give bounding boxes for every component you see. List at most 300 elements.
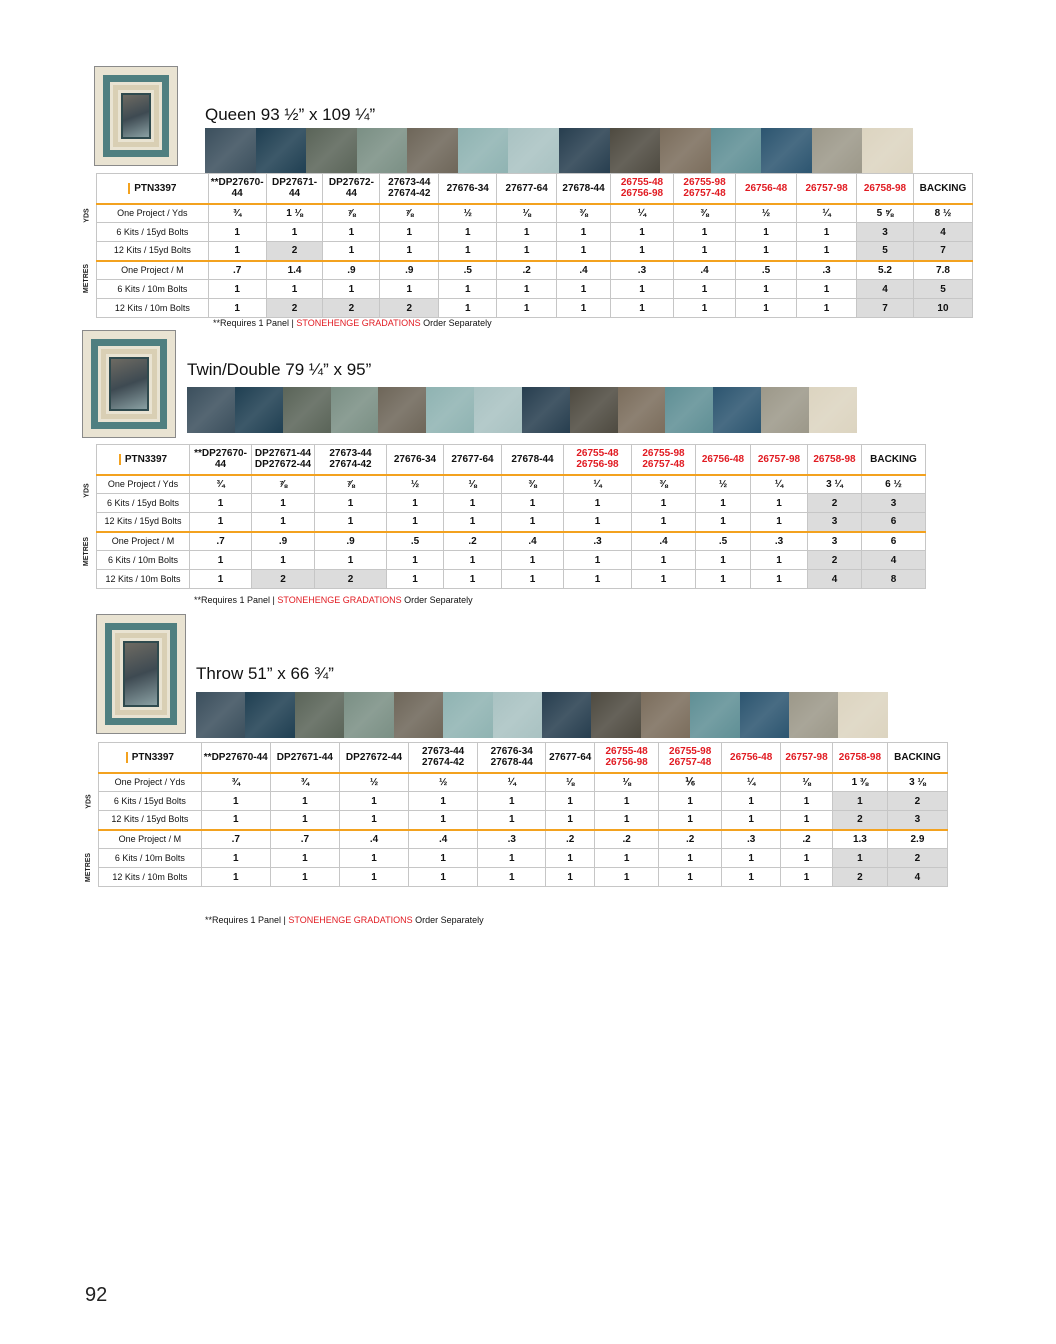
fabric-swatch <box>618 387 666 433</box>
table-cell: 1 <box>832 792 887 811</box>
fabric-swatch <box>443 692 492 738</box>
table-cell: 1 <box>339 792 408 811</box>
table-cell: 1 <box>659 811 722 830</box>
table-cell: 1 <box>546 811 595 830</box>
table-cell: .9 <box>252 532 315 551</box>
pattern-code-cell <box>99 743 202 773</box>
table-row <box>97 204 973 223</box>
table-cell: 1 <box>409 868 478 887</box>
table-cell: 1 <box>557 223 611 242</box>
table-cell: 2 <box>808 551 862 570</box>
table-cell: 1 <box>478 811 546 830</box>
table-cell: 3 <box>808 513 862 532</box>
table-row <box>99 849 948 868</box>
fabric-header: 27673-44 27674-42 <box>409 743 478 773</box>
table-row <box>99 868 948 887</box>
table-cell: 1 <box>190 513 252 532</box>
table-cell: 1 <box>502 494 564 513</box>
fabric-header: **DP27670-44 <box>208 174 266 204</box>
table-row <box>97 570 926 589</box>
table-cell: 1 <box>497 299 557 318</box>
fabric-header: 26756-48 <box>736 174 797 204</box>
table-cell: 1 <box>252 551 315 570</box>
table-cell: 1 <box>266 223 323 242</box>
table-cell: 1 <box>323 242 380 261</box>
fabric-header: 27677-64 <box>546 743 595 773</box>
table-cell: 1 <box>546 849 595 868</box>
fabric-swatches-queen <box>205 128 913 174</box>
fabric-swatch <box>187 387 235 433</box>
table-cell: 1 <box>502 551 564 570</box>
table-cell: 1 <box>315 513 387 532</box>
fabric-swatch <box>196 692 245 738</box>
table-cell: ⅞ <box>315 475 387 494</box>
table-cell: ⅞ <box>323 204 380 223</box>
table-cell: 1 <box>736 223 797 242</box>
table-cell: ¼ <box>751 475 808 494</box>
side-label-metres-throw: METRES <box>85 852 93 883</box>
table-cell: 1 <box>478 792 546 811</box>
table-row <box>97 261 973 280</box>
table-cell: .4 <box>339 830 408 849</box>
table-cell: .7 <box>208 261 266 280</box>
table-cell: 1 <box>380 242 439 261</box>
row-label: One Project / M <box>97 532 190 551</box>
table-cell: 1 <box>564 494 632 513</box>
fabric-header: 27678-44 <box>502 445 564 475</box>
table-cell: .3 <box>797 261 857 280</box>
table-cell: 1 <box>387 494 444 513</box>
fabric-header: 27677-64 <box>444 445 502 475</box>
table-row <box>97 513 926 532</box>
fabric-swatch <box>426 387 474 433</box>
table-row <box>97 299 973 318</box>
table-cell: 1 <box>832 849 887 868</box>
table-cell: 1 <box>564 551 632 570</box>
fabric-header: BACKING <box>913 174 972 204</box>
table-cell: 1 <box>380 280 439 299</box>
table-cell: ⅜ <box>502 475 564 494</box>
fabric-swatch <box>474 387 522 433</box>
table-cell: ¼ <box>797 204 857 223</box>
panel-note-throw: **Requires 1 Panel | STONEHENGE GRADATIONS Order Separately <box>205 915 484 925</box>
fabric-swatch <box>591 692 640 738</box>
side-label-yds-queen: YDS <box>83 208 91 223</box>
table-cell: 1 <box>201 849 270 868</box>
table-cell: .5 <box>696 532 751 551</box>
table-cell: 1 <box>595 868 659 887</box>
table-cell: 3 <box>862 494 926 513</box>
table-cell: 6 ½ <box>862 475 926 494</box>
table-cell: 1 <box>190 494 252 513</box>
fabric-header: 27673-44 27674-42 <box>380 174 439 204</box>
table-cell: 1 <box>696 494 751 513</box>
table-cell: 2 <box>266 242 323 261</box>
fabric-header: 27673-44 27674-42 <box>315 445 387 475</box>
table-cell: .5 <box>736 261 797 280</box>
table-cell: 1 <box>546 868 595 887</box>
table-cell: .3 <box>610 261 673 280</box>
fabric-header: 26755-98 26757-48 <box>632 445 696 475</box>
fabric-header: 26757-98 <box>751 445 808 475</box>
table-cell: 1 <box>478 868 546 887</box>
table-cell: 1 <box>659 792 722 811</box>
table-cell: 3 <box>887 811 947 830</box>
table-cell: 1 <box>439 223 497 242</box>
table-cell: ⅛ <box>497 204 557 223</box>
table-cell: .3 <box>478 830 546 849</box>
table-cell: ⅜ <box>557 204 611 223</box>
table-cell: ¼ <box>610 204 673 223</box>
table-cell: 1 <box>632 570 696 589</box>
fabric-swatch <box>641 692 690 738</box>
table-cell: 1 <box>208 242 266 261</box>
table-row <box>99 792 948 811</box>
table-cell: 1 <box>387 570 444 589</box>
table-cell: 1 <box>252 513 315 532</box>
table-cell: 1 <box>797 280 857 299</box>
table-cell: 1 ⅜ <box>832 773 887 792</box>
table-cell: 1 <box>610 299 673 318</box>
fabric-swatch <box>256 128 307 174</box>
row-label: One Project / M <box>99 830 202 849</box>
row-label: 6 Kits / 10m Bolts <box>97 551 190 570</box>
row-label: 12 Kits / 15yd Bolts <box>97 513 190 532</box>
table-cell: .5 <box>439 261 497 280</box>
table-cell: 1 <box>557 242 611 261</box>
fabric-swatch <box>458 128 509 174</box>
pattern-code-cell <box>97 445 190 475</box>
table-cell: 1 <box>781 849 833 868</box>
table-cell: 1 <box>190 570 252 589</box>
table-cell: 1 <box>201 868 270 887</box>
row-label: 12 Kits / 15yd Bolts <box>97 242 209 261</box>
fabric-header: 27676-34 <box>387 445 444 475</box>
table-cell: 1 <box>797 223 857 242</box>
table-row <box>97 223 973 242</box>
table-cell: .7 <box>201 830 270 849</box>
table-cell: 1 <box>722 792 781 811</box>
table-cell: ¾ <box>190 475 252 494</box>
table-cell: 1 <box>595 811 659 830</box>
table-cell: 2 <box>266 299 323 318</box>
table-row <box>97 242 973 261</box>
table-cell: 1 <box>387 513 444 532</box>
row-label: One Project / M <box>97 261 209 280</box>
table-cell: .4 <box>502 532 564 551</box>
table-cell: 1 <box>444 494 502 513</box>
row-label: One Project / Yds <box>97 475 190 494</box>
row-label: One Project / Yds <box>99 773 202 792</box>
table-cell: ½ <box>339 773 408 792</box>
fabric-header: 26755-48 26756-98 <box>610 174 673 204</box>
table-cell: 2 <box>887 849 947 868</box>
table-cell: 7 <box>913 242 972 261</box>
table-cell: 1 <box>674 242 736 261</box>
side-label-yds-throw: YDS <box>85 794 93 809</box>
table-cell: 1 <box>736 299 797 318</box>
table-cell: 1 <box>722 868 781 887</box>
fabric-swatch <box>559 128 610 174</box>
table-row <box>97 280 973 299</box>
fabric-header: DP27672-44 <box>323 174 380 204</box>
table-cell: 1 <box>632 513 696 532</box>
fabric-header: 26758-98 <box>808 445 862 475</box>
table-cell: .7 <box>270 830 339 849</box>
table-cell: .4 <box>632 532 696 551</box>
row-label: 6 Kits / 15yd Bolts <box>97 494 190 513</box>
table-cell: 1 <box>409 849 478 868</box>
table-cell: .2 <box>546 830 595 849</box>
section-title-queen: Queen 93 ½” x 109 ¼” <box>205 105 376 124</box>
table-cell: 2 <box>323 299 380 318</box>
table-cell: ⅛ <box>546 773 595 792</box>
table-cell: 1 <box>674 223 736 242</box>
fabric-swatch <box>522 387 570 433</box>
fabric-header: 27676-34 <box>439 174 497 204</box>
fabric-header: 27676-34 27678-44 <box>478 743 546 773</box>
table-cell: .5 <box>387 532 444 551</box>
table-cell: 1 <box>502 513 564 532</box>
table-cell: .3 <box>722 830 781 849</box>
table-cell: 10 <box>913 299 972 318</box>
table-cell: .2 <box>595 830 659 849</box>
fabric-swatch <box>711 128 762 174</box>
table-cell: 1 <box>781 868 833 887</box>
fabric-swatch <box>761 128 812 174</box>
table-cell: 8 <box>862 570 926 589</box>
table-cell: 1 <box>696 570 751 589</box>
table-cell: 1 <box>387 551 444 570</box>
fabric-header: 26755-48 26756-98 <box>564 445 632 475</box>
fabric-swatch <box>812 128 863 174</box>
table-row <box>99 830 948 849</box>
table-cell: 7.8 <box>913 261 972 280</box>
table-cell: ⅞ <box>252 475 315 494</box>
table-cell: 1 <box>270 792 339 811</box>
table-cell: 2 <box>315 570 387 589</box>
table-cell: 1 <box>497 280 557 299</box>
quilt-thumbnail-throw <box>96 614 186 734</box>
table-row <box>97 475 926 494</box>
row-label: One Project / Yds <box>97 204 209 223</box>
table-cell: ⅜ <box>632 475 696 494</box>
table-cell: 1 <box>557 280 611 299</box>
fabric-header: DP27672-44 <box>339 743 408 773</box>
row-label: 12 Kits / 10m Bolts <box>97 570 190 589</box>
table-cell: ½ <box>736 204 797 223</box>
row-label: 12 Kits / 10m Bolts <box>97 299 209 318</box>
table-cell: 1 <box>409 792 478 811</box>
table-cell: 6 <box>862 532 926 551</box>
table-cell: ¾ <box>270 773 339 792</box>
table-cell: ⅞ <box>380 204 439 223</box>
fabric-header: **DP27670-44 <box>201 743 270 773</box>
table-cell: ¼ <box>722 773 781 792</box>
table-cell: ⅛ <box>595 773 659 792</box>
table-cell: 2 <box>380 299 439 318</box>
fabric-swatches-twin <box>187 387 857 433</box>
fabric-header: 26756-48 <box>696 445 751 475</box>
table-cell: 2 <box>887 792 947 811</box>
fabric-swatch <box>295 692 344 738</box>
table-cell: 1 <box>339 849 408 868</box>
fabric-swatch <box>235 387 283 433</box>
fabric-swatch <box>283 387 331 433</box>
table-cell: ⅙ <box>659 773 722 792</box>
fabric-swatch <box>508 128 559 174</box>
fabric-header: 26755-48 26756-98 <box>595 743 659 773</box>
table-cell: 1 <box>439 242 497 261</box>
table-row <box>99 773 948 792</box>
panel-note-twin: **Requires 1 Panel | STONEHENGE GRADATIONS Order Separately <box>194 595 473 605</box>
fabric-header: 26757-98 <box>781 743 833 773</box>
fabric-header: 26756-48 <box>722 743 781 773</box>
table-cell: 4 <box>862 551 926 570</box>
table-row <box>97 532 926 551</box>
side-label-metres-queen: METRES <box>83 263 91 294</box>
table-cell: .2 <box>444 532 502 551</box>
table-cell: ⅛ <box>444 475 502 494</box>
table-cell: 5 <box>913 280 972 299</box>
table-cell: 1 <box>270 849 339 868</box>
table-cell: 1 <box>659 849 722 868</box>
table-cell: ½ <box>439 204 497 223</box>
table-cell: 5 ⅝ <box>857 204 914 223</box>
fabric-header: 26757-98 <box>797 174 857 204</box>
table-cell: 4 <box>887 868 947 887</box>
fabric-header: 26758-98 <box>832 743 887 773</box>
table-cell: 1 <box>564 570 632 589</box>
table-cell: 1 <box>722 849 781 868</box>
table-cell: 1 <box>270 868 339 887</box>
table-cell: 2 <box>808 494 862 513</box>
table-cell: ¼ <box>564 475 632 494</box>
table-cell: 1 <box>595 849 659 868</box>
table-cell: 1 <box>674 299 736 318</box>
table-cell: ⅛ <box>781 773 833 792</box>
fabric-header: 26755-98 26757-48 <box>674 174 736 204</box>
table-cell: .7 <box>190 532 252 551</box>
table-cell: 1 <box>201 811 270 830</box>
table-cell: .2 <box>781 830 833 849</box>
table-cell: 1 <box>751 551 808 570</box>
side-label-metres-twin: METRES <box>83 536 91 567</box>
table-cell: 1 <box>546 792 595 811</box>
row-label: 12 Kits / 10m Bolts <box>99 868 202 887</box>
table-cell: 8 ½ <box>913 204 972 223</box>
pattern-code: PTN3397 <box>119 454 167 465</box>
table-cell: 1.3 <box>832 830 887 849</box>
table-cell: 3 ¼ <box>808 475 862 494</box>
table-cell: 1 <box>751 494 808 513</box>
table-cell: 1 <box>266 280 323 299</box>
fabric-swatches-throw <box>196 692 888 738</box>
pattern-code: PTN3397 <box>126 752 174 763</box>
table-cell: 1 <box>659 868 722 887</box>
table-cell: 1 <box>201 792 270 811</box>
table-cell: 1 <box>781 792 833 811</box>
pattern-code: PTN3397 <box>128 183 176 194</box>
fabric-header: BACKING <box>862 445 926 475</box>
yardage-table-queen <box>96 173 973 318</box>
table-cell: 3 ⅛ <box>887 773 947 792</box>
table-cell: .9 <box>315 532 387 551</box>
table-cell: .2 <box>497 261 557 280</box>
table-cell: 1 <box>339 868 408 887</box>
table-cell: 1 <box>323 223 380 242</box>
table-cell: 1 <box>208 223 266 242</box>
table-cell: 1 <box>439 280 497 299</box>
fabric-header: 27678-44 <box>557 174 611 204</box>
table-cell: 1 <box>444 570 502 589</box>
panel-note-queen: **Requires 1 Panel | STONEHENGE GRADATIONS Order Separately <box>213 318 492 328</box>
table-cell: 1 <box>674 280 736 299</box>
table-cell: 1 <box>478 849 546 868</box>
table-cell: 2 <box>252 570 315 589</box>
table-cell: 1 <box>323 280 380 299</box>
table-cell: 1 <box>610 223 673 242</box>
table-row <box>97 494 926 513</box>
fabric-swatch <box>542 692 591 738</box>
fabric-swatch <box>205 128 256 174</box>
table-cell: .9 <box>380 261 439 280</box>
fabric-swatch <box>378 387 426 433</box>
table-cell: 1 <box>610 280 673 299</box>
fabric-header: DP27671-44 DP27672-44 <box>252 445 315 475</box>
section-title-throw: Throw 51” x 66 ¾” <box>196 664 334 683</box>
table-cell: 1 <box>190 551 252 570</box>
fabric-swatch <box>740 692 789 738</box>
row-label: 6 Kits / 15yd Bolts <box>99 792 202 811</box>
table-cell: 7 <box>857 299 914 318</box>
table-cell: 4 <box>857 280 914 299</box>
side-label-yds-twin: YDS <box>83 483 91 498</box>
table-cell: 5.2 <box>857 261 914 280</box>
fabric-swatch <box>690 692 739 738</box>
table-cell: ½ <box>387 475 444 494</box>
table-cell: 2 <box>832 811 887 830</box>
table-cell: 4 <box>808 570 862 589</box>
fabric-swatch <box>761 387 809 433</box>
table-cell: 1 <box>722 811 781 830</box>
fabric-swatch <box>407 128 458 174</box>
fabric-swatch <box>789 692 838 738</box>
table-cell: 1 <box>751 513 808 532</box>
table-cell: 1 <box>632 494 696 513</box>
table-cell: 1 <box>270 811 339 830</box>
fabric-header: DP27671-44 <box>270 743 339 773</box>
fabric-header: DP27671-44 <box>266 174 323 204</box>
quilt-thumbnail-twin <box>82 330 176 438</box>
table-cell: 1 <box>497 242 557 261</box>
fabric-swatch <box>394 692 443 738</box>
table-cell: 1 <box>315 551 387 570</box>
table-cell: 1 <box>315 494 387 513</box>
table-cell: 5 <box>857 242 914 261</box>
pattern-code-cell <box>97 174 209 204</box>
table-cell: ¼ <box>478 773 546 792</box>
fabric-swatch <box>306 128 357 174</box>
table-cell: .4 <box>557 261 611 280</box>
fabric-swatch <box>357 128 408 174</box>
yardage-table-twin <box>96 444 926 589</box>
table-cell: ½ <box>696 475 751 494</box>
fabric-header: BACKING <box>887 743 947 773</box>
table-cell: 1 <box>380 223 439 242</box>
table-cell: 1 <box>751 570 808 589</box>
table-cell: .9 <box>323 261 380 280</box>
